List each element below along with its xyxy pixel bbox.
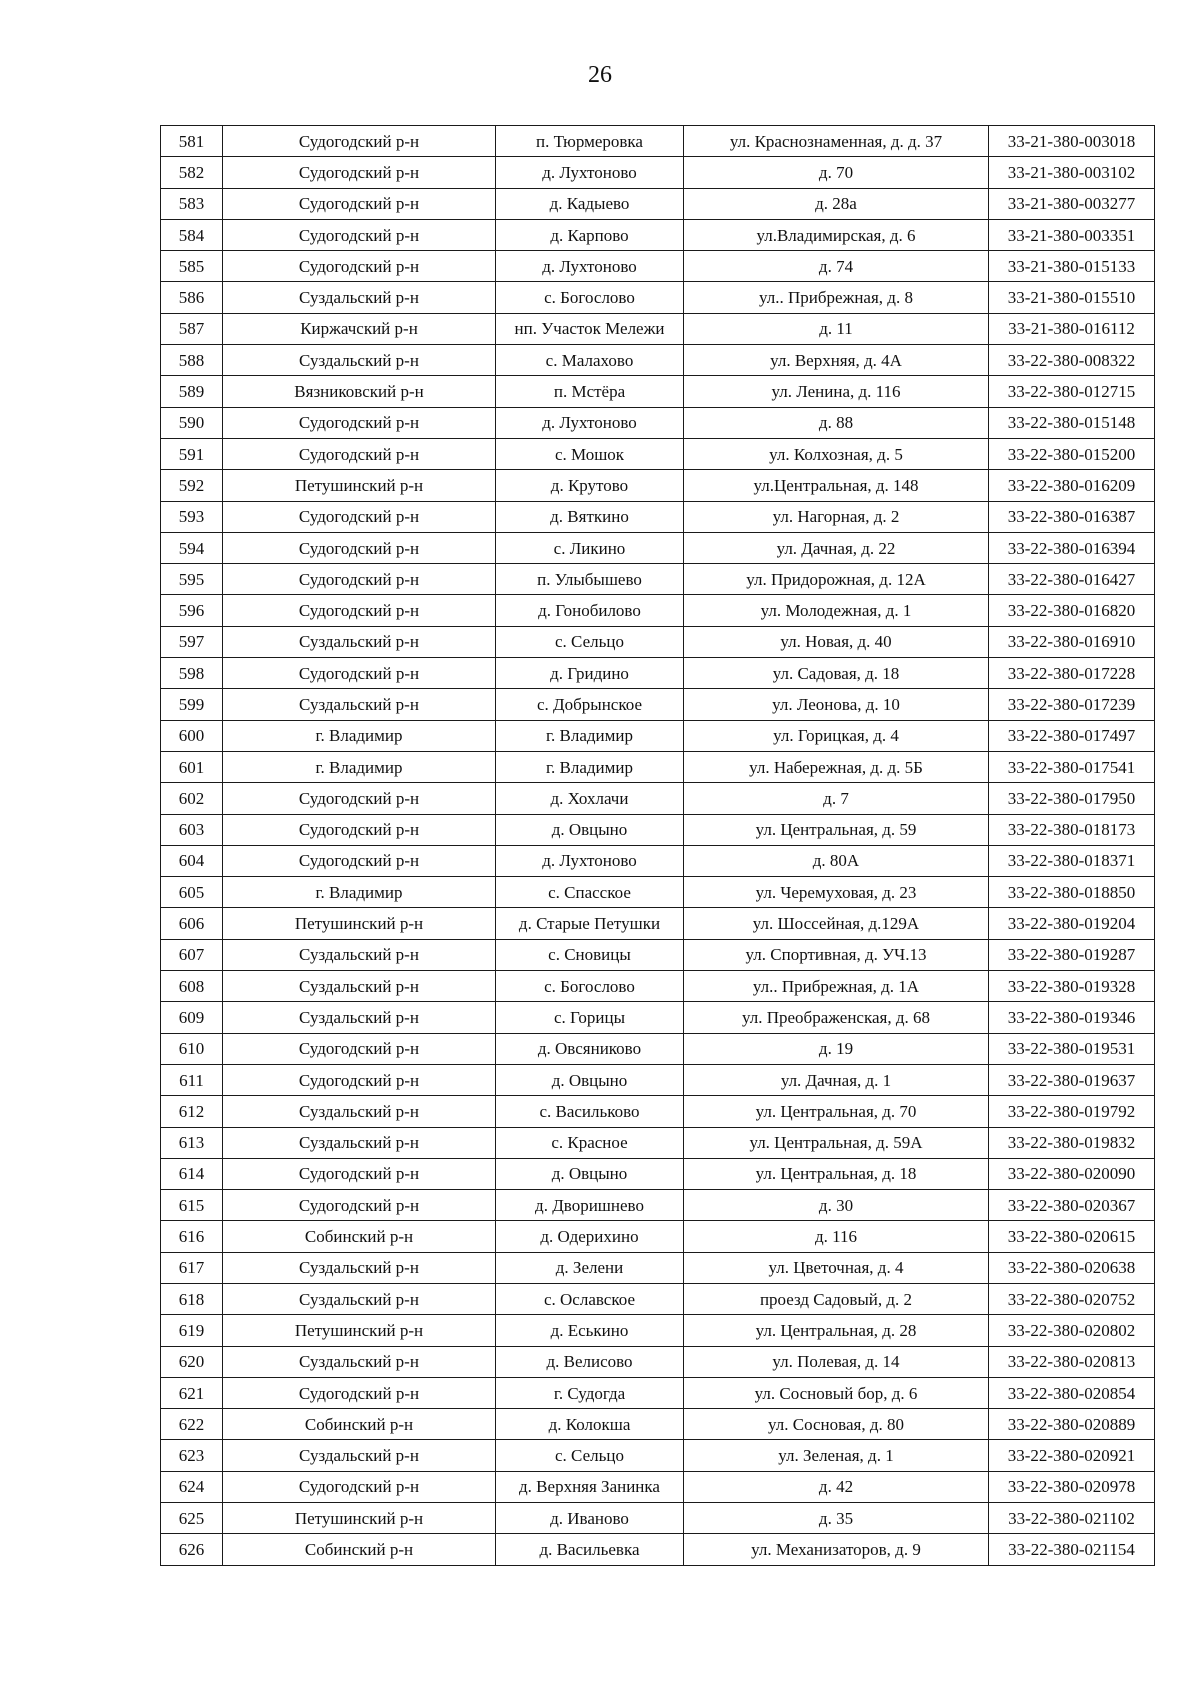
locality-cell: д. Карпово [496, 219, 684, 250]
address-cell: ул. Центральная, д. 59 [684, 814, 989, 845]
row-number: 605 [161, 877, 223, 908]
district-cell: Суздальский р-н [223, 1346, 496, 1377]
row-number: 620 [161, 1346, 223, 1377]
locality-cell: с. Васильково [496, 1096, 684, 1127]
address-cell: д. 70 [684, 157, 989, 188]
cadastral-number-cell: 33-22-380-015148 [989, 407, 1155, 438]
district-cell: Собинский р-н [223, 1221, 496, 1252]
locality-cell: д. Зелени [496, 1252, 684, 1283]
cadastral-number-cell: 33-21-380-016112 [989, 313, 1155, 344]
table-row [161, 1190, 1155, 1221]
row-number: 621 [161, 1377, 223, 1408]
district-cell: Суздальский р-н [223, 1440, 496, 1471]
district-cell: Петушинский р-н [223, 1315, 496, 1346]
row-number: 589 [161, 376, 223, 407]
locality-cell: с. Сельцо [496, 626, 684, 657]
row-number: 607 [161, 939, 223, 970]
district-cell: Судогодский р-н [223, 1158, 496, 1189]
address-cell: ул. Набережная, д. д. 5Б [684, 751, 989, 782]
district-cell: г. Владимир [223, 877, 496, 908]
district-cell: Суздальский р-н [223, 1127, 496, 1158]
address-cell: ул. Центральная, д. 59А [684, 1127, 989, 1158]
row-number: 596 [161, 595, 223, 626]
locality-cell: г. Владимир [496, 751, 684, 782]
cadastral-number-cell: 33-22-380-021154 [989, 1534, 1155, 1565]
cadastral-number-cell: 33-22-380-017541 [989, 751, 1155, 782]
locality-cell: г. Судогда [496, 1377, 684, 1408]
cadastral-number-cell: 33-22-380-018850 [989, 877, 1155, 908]
district-cell: Петушинский р-н [223, 908, 496, 939]
cadastral-number-cell: 33-22-380-020367 [989, 1190, 1155, 1221]
table-row [161, 1127, 1155, 1158]
cadastral-number-cell: 33-21-380-015510 [989, 282, 1155, 313]
district-cell: Судогодский р-н [223, 783, 496, 814]
address-cell: д. 7 [684, 783, 989, 814]
district-cell: Судогодский р-н [223, 658, 496, 689]
locality-cell: д. Овцыно [496, 1158, 684, 1189]
district-cell: Суздальский р-н [223, 626, 496, 657]
locality-cell: д. Вяткино [496, 501, 684, 532]
district-cell: Петушинский р-н [223, 1503, 496, 1534]
address-cell: д. 42 [684, 1471, 989, 1502]
row-number: 602 [161, 783, 223, 814]
district-cell: г. Владимир [223, 720, 496, 751]
table-row [161, 845, 1155, 876]
table-row [161, 814, 1155, 845]
cadastral-number-cell: 33-22-380-012715 [989, 376, 1155, 407]
district-cell: Судогодский р-н [223, 407, 496, 438]
address-cell: ул. Верхняя, д. 4А [684, 345, 989, 376]
table-row [161, 971, 1155, 1002]
locality-cell: г. Владимир [496, 720, 684, 751]
page-number: 26 [588, 62, 612, 88]
registry-table [160, 125, 1155, 1566]
district-cell: Судогодский р-н [223, 188, 496, 219]
address-cell: ул. Молодежная, д. 1 [684, 595, 989, 626]
locality-cell: д. Крутово [496, 470, 684, 501]
district-cell: Суздальский р-н [223, 345, 496, 376]
locality-cell: п. Мстёра [496, 376, 684, 407]
row-number: 593 [161, 501, 223, 532]
row-number: 592 [161, 470, 223, 501]
row-number: 609 [161, 1002, 223, 1033]
locality-cell: с. Ославское [496, 1283, 684, 1314]
row-number: 597 [161, 626, 223, 657]
row-number: 591 [161, 438, 223, 469]
locality-cell: д. Хохлачи [496, 783, 684, 814]
district-cell: г. Владимир [223, 751, 496, 782]
row-number: 600 [161, 720, 223, 751]
table-row [161, 282, 1155, 313]
cadastral-number-cell: 33-22-380-019346 [989, 1002, 1155, 1033]
table-row [161, 438, 1155, 469]
locality-cell: д. Лухтоново [496, 251, 684, 282]
table-row [161, 564, 1155, 595]
district-cell: Судогодский р-н [223, 501, 496, 532]
table-row [161, 1002, 1155, 1033]
row-number: 614 [161, 1158, 223, 1189]
row-number: 619 [161, 1315, 223, 1346]
district-cell: Судогодский р-н [223, 564, 496, 595]
address-cell: ул.. Прибрежная, д. 1А [684, 971, 989, 1002]
address-cell: д. 74 [684, 251, 989, 282]
cadastral-number-cell: 33-22-380-019531 [989, 1033, 1155, 1064]
table-row [161, 376, 1155, 407]
table-row [161, 501, 1155, 532]
address-cell: ул. Садовая, д. 18 [684, 658, 989, 689]
locality-cell: д. Велисово [496, 1346, 684, 1377]
cadastral-number-cell: 33-21-380-003351 [989, 219, 1155, 250]
cadastral-number-cell: 33-22-380-016427 [989, 564, 1155, 595]
locality-cell: с. Добрынское [496, 689, 684, 720]
row-number: 613 [161, 1127, 223, 1158]
table-row [161, 783, 1155, 814]
cadastral-number-cell: 33-22-380-020978 [989, 1471, 1155, 1502]
cadastral-number-cell: 33-22-380-017239 [989, 689, 1155, 720]
locality-cell: с. Сновицы [496, 939, 684, 970]
table-row [161, 751, 1155, 782]
address-cell: ул. Сосновый бор, д. 6 [684, 1377, 989, 1408]
address-cell: ул. Черемуховая, д. 23 [684, 877, 989, 908]
table-row [161, 219, 1155, 250]
district-cell: Суздальский р-н [223, 689, 496, 720]
district-cell: Судогодский р-н [223, 219, 496, 250]
table-row [161, 1346, 1155, 1377]
table-row [161, 1033, 1155, 1064]
cadastral-number-cell: 33-22-380-019287 [989, 939, 1155, 970]
cadastral-number-cell: 33-22-380-019832 [989, 1127, 1155, 1158]
locality-cell: д. Еськино [496, 1315, 684, 1346]
address-cell: д. 11 [684, 313, 989, 344]
address-cell: д. 30 [684, 1190, 989, 1221]
address-cell: ул. Дачная, д. 1 [684, 1064, 989, 1095]
row-number: 608 [161, 971, 223, 1002]
address-cell: ул. Центральная, д. 18 [684, 1158, 989, 1189]
table-row [161, 1064, 1155, 1095]
row-number: 617 [161, 1252, 223, 1283]
locality-cell: с. Горицы [496, 1002, 684, 1033]
cadastral-number-cell: 33-22-380-019637 [989, 1064, 1155, 1095]
locality-cell: с. Спасское [496, 877, 684, 908]
address-cell: ул. Полевая, д. 14 [684, 1346, 989, 1377]
locality-cell: п. Тюрмеровка [496, 126, 684, 157]
locality-cell: д. Старые Петушки [496, 908, 684, 939]
address-cell: ул. Горицкая, д. 4 [684, 720, 989, 751]
district-cell: Судогодский р-н [223, 1190, 496, 1221]
locality-cell: с. Малахово [496, 345, 684, 376]
row-number: 610 [161, 1033, 223, 1064]
row-number: 626 [161, 1534, 223, 1565]
table-row [161, 1315, 1155, 1346]
cadastral-number-cell: 33-22-380-020638 [989, 1252, 1155, 1283]
address-cell: ул.. Прибрежная, д. 8 [684, 282, 989, 313]
address-cell: ул. Краснознаменная, д. д. 37 [684, 126, 989, 157]
locality-cell: п. Улыбышево [496, 564, 684, 595]
district-cell: Суздальский р-н [223, 1002, 496, 1033]
cadastral-number-cell: 33-22-380-020752 [989, 1283, 1155, 1314]
table-row [161, 157, 1155, 188]
locality-cell: д. Васильевка [496, 1534, 684, 1565]
row-number: 612 [161, 1096, 223, 1127]
row-number: 585 [161, 251, 223, 282]
address-cell: ул.Владимирская, д. 6 [684, 219, 989, 250]
address-cell: ул. Центральная, д. 28 [684, 1315, 989, 1346]
address-cell: ул. Цветочная, д. 4 [684, 1252, 989, 1283]
table-row [161, 1221, 1155, 1252]
table-row [161, 908, 1155, 939]
address-cell: ул. Леонова, д. 10 [684, 689, 989, 720]
locality-cell: д. Гридино [496, 658, 684, 689]
cadastral-number-cell: 33-22-380-020889 [989, 1409, 1155, 1440]
cadastral-number-cell: 33-22-380-017228 [989, 658, 1155, 689]
locality-cell: д. Кадыево [496, 188, 684, 219]
row-number: 583 [161, 188, 223, 219]
table-row [161, 470, 1155, 501]
address-cell: ул. Дачная, д. 22 [684, 532, 989, 563]
row-number: 625 [161, 1503, 223, 1534]
cadastral-number-cell: 33-22-380-020854 [989, 1377, 1155, 1408]
district-cell: Суздальский р-н [223, 282, 496, 313]
row-number: 616 [161, 1221, 223, 1252]
row-number: 587 [161, 313, 223, 344]
table-row [161, 188, 1155, 219]
district-cell: Судогодский р-н [223, 814, 496, 845]
district-cell: Судогодский р-н [223, 1471, 496, 1502]
locality-cell: д. Дворишнево [496, 1190, 684, 1221]
cadastral-number-cell: 33-22-380-016910 [989, 626, 1155, 657]
table-row [161, 1440, 1155, 1471]
locality-cell: д. Иваново [496, 1503, 684, 1534]
locality-cell: с. Богослово [496, 971, 684, 1002]
cadastral-number-cell: 33-22-380-008322 [989, 345, 1155, 376]
row-number: 586 [161, 282, 223, 313]
locality-cell: с. Красное [496, 1127, 684, 1158]
cadastral-number-cell: 33-22-380-015200 [989, 438, 1155, 469]
cadastral-number-cell: 33-21-380-015133 [989, 251, 1155, 282]
cadastral-number-cell: 33-22-380-019792 [989, 1096, 1155, 1127]
table-row [161, 595, 1155, 626]
row-number: 622 [161, 1409, 223, 1440]
row-number: 624 [161, 1471, 223, 1502]
district-cell: Собинский р-н [223, 1534, 496, 1565]
table-row [161, 345, 1155, 376]
address-cell: д. 80А [684, 845, 989, 876]
address-cell: ул. Нагорная, д. 2 [684, 501, 989, 532]
table-row [161, 1534, 1155, 1565]
row-number: 584 [161, 219, 223, 250]
row-number: 588 [161, 345, 223, 376]
district-cell: Судогодский р-н [223, 157, 496, 188]
cadastral-number-cell: 33-22-380-021102 [989, 1503, 1155, 1534]
table-row [161, 1283, 1155, 1314]
locality-cell: д. Овцыно [496, 1064, 684, 1095]
locality-cell: д. Верхняя Занинка [496, 1471, 684, 1502]
table-row [161, 1096, 1155, 1127]
table-row [161, 720, 1155, 751]
cadastral-number-cell: 33-22-380-020802 [989, 1315, 1155, 1346]
locality-cell: д. Овсяниково [496, 1033, 684, 1064]
row-number: 601 [161, 751, 223, 782]
cadastral-number-cell: 33-22-380-019204 [989, 908, 1155, 939]
table-row [161, 877, 1155, 908]
district-cell: Судогодский р-н [223, 595, 496, 626]
table-row [161, 1409, 1155, 1440]
address-cell: д. 35 [684, 1503, 989, 1534]
registry-table-body [161, 126, 1155, 1566]
locality-cell: д. Гонобилово [496, 595, 684, 626]
address-cell: д. 19 [684, 1033, 989, 1064]
cadastral-number-cell: 33-22-380-020090 [989, 1158, 1155, 1189]
row-number: 611 [161, 1064, 223, 1095]
district-cell: Судогодский р-н [223, 1377, 496, 1408]
address-cell: проезд Садовый, д. 2 [684, 1283, 989, 1314]
district-cell: Петушинский р-н [223, 470, 496, 501]
address-cell: ул. Зеленая, д. 1 [684, 1440, 989, 1471]
address-cell: д. 116 [684, 1221, 989, 1252]
locality-cell: д. Лухтоново [496, 407, 684, 438]
locality-cell: д. Одерихино [496, 1221, 684, 1252]
cadastral-number-cell: 33-22-380-018173 [989, 814, 1155, 845]
cadastral-number-cell: 33-22-380-019328 [989, 971, 1155, 1002]
cadastral-number-cell: 33-21-380-003277 [989, 188, 1155, 219]
address-cell: ул. Сосновая, д. 80 [684, 1409, 989, 1440]
district-cell: Судогодский р-н [223, 1033, 496, 1064]
cadastral-number-cell: 33-22-380-020813 [989, 1346, 1155, 1377]
district-cell: Суздальский р-н [223, 1252, 496, 1283]
cadastral-number-cell: 33-22-380-018371 [989, 845, 1155, 876]
address-cell: д. 28а [684, 188, 989, 219]
table-row [161, 1503, 1155, 1534]
table-row [161, 532, 1155, 563]
table-row [161, 313, 1155, 344]
row-number: 618 [161, 1283, 223, 1314]
address-cell: ул. Механизаторов, д. 9 [684, 1534, 989, 1565]
cadastral-number-cell: 33-22-380-017497 [989, 720, 1155, 751]
cadastral-number-cell: 33-22-380-016820 [989, 595, 1155, 626]
locality-cell: д. Овцыно [496, 814, 684, 845]
district-cell: Судогодский р-н [223, 251, 496, 282]
table-row [161, 939, 1155, 970]
address-cell: ул. Ленина, д. 116 [684, 376, 989, 407]
district-cell: Собинский р-н [223, 1409, 496, 1440]
table-row [161, 689, 1155, 720]
cadastral-number-cell: 33-22-380-016394 [989, 532, 1155, 563]
cadastral-number-cell: 33-21-380-003102 [989, 157, 1155, 188]
row-number: 615 [161, 1190, 223, 1221]
address-cell: ул. Центральная, д. 70 [684, 1096, 989, 1127]
row-number: 599 [161, 689, 223, 720]
locality-cell: с. Ликино [496, 532, 684, 563]
row-number: 606 [161, 908, 223, 939]
table-row [161, 658, 1155, 689]
address-cell: ул. Шоссейная, д.129А [684, 908, 989, 939]
district-cell: Суздальский р-н [223, 939, 496, 970]
table-row [161, 626, 1155, 657]
row-number: 590 [161, 407, 223, 438]
address-cell: ул.Центральная, д. 148 [684, 470, 989, 501]
district-cell: Судогодский р-н [223, 438, 496, 469]
cadastral-number-cell: 33-22-380-016387 [989, 501, 1155, 532]
row-number: 623 [161, 1440, 223, 1471]
locality-cell: с. Сельцо [496, 1440, 684, 1471]
row-number: 603 [161, 814, 223, 845]
row-number: 595 [161, 564, 223, 595]
locality-cell: д. Лухтоново [496, 157, 684, 188]
cadastral-number-cell: 33-21-380-003018 [989, 126, 1155, 157]
address-cell: ул. Преображенская, д. 68 [684, 1002, 989, 1033]
address-cell: ул. Придорожная, д. 12А [684, 564, 989, 595]
table-row [161, 1471, 1155, 1502]
cadastral-number-cell: 33-22-380-016209 [989, 470, 1155, 501]
address-cell: д. 88 [684, 407, 989, 438]
district-cell: Киржачский р-н [223, 313, 496, 344]
district-cell: Суздальский р-н [223, 1096, 496, 1127]
district-cell: Судогодский р-н [223, 845, 496, 876]
table-row [161, 1377, 1155, 1408]
locality-cell: нп. Участок Мележи [496, 313, 684, 344]
district-cell: Суздальский р-н [223, 971, 496, 1002]
row-number: 598 [161, 658, 223, 689]
locality-cell: д. Лухтоново [496, 845, 684, 876]
row-number: 582 [161, 157, 223, 188]
address-cell: ул. Новая, д. 40 [684, 626, 989, 657]
row-number: 594 [161, 532, 223, 563]
locality-cell: д. Колокша [496, 1409, 684, 1440]
table-row [161, 251, 1155, 282]
district-cell: Судогодский р-н [223, 126, 496, 157]
locality-cell: с. Мошок [496, 438, 684, 469]
cadastral-number-cell: 33-22-380-017950 [989, 783, 1155, 814]
table-row [161, 407, 1155, 438]
cadastral-number-cell: 33-22-380-020615 [989, 1221, 1155, 1252]
table-row [161, 1158, 1155, 1189]
row-number: 604 [161, 845, 223, 876]
row-number: 581 [161, 126, 223, 157]
district-cell: Вязниковский р-н [223, 376, 496, 407]
district-cell: Суздальский р-н [223, 1283, 496, 1314]
table-row [161, 1252, 1155, 1283]
cadastral-number-cell: 33-22-380-020921 [989, 1440, 1155, 1471]
table-row [161, 126, 1155, 157]
locality-cell: с. Богослово [496, 282, 684, 313]
address-cell: ул. Спортивная, д. УЧ.13 [684, 939, 989, 970]
district-cell: Судогодский р-н [223, 1064, 496, 1095]
district-cell: Судогодский р-н [223, 532, 496, 563]
address-cell: ул. Колхозная, д. 5 [684, 438, 989, 469]
